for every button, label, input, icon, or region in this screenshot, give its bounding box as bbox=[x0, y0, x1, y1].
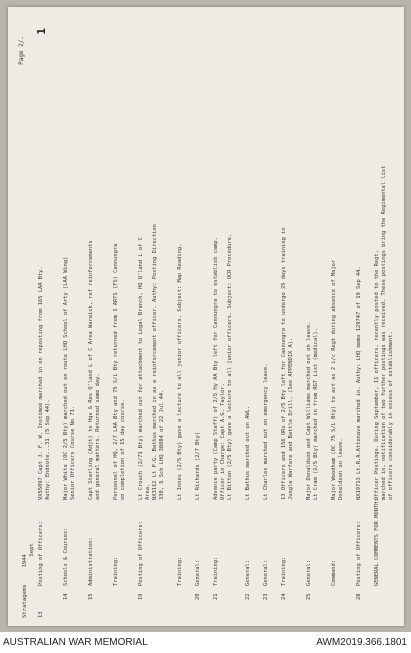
diary-entry bbox=[177, 244, 184, 618]
entry-line: Major White (OC 2/5 Bty) marched out en route LHQ School of Arty (LAA Wing) bbox=[63, 256, 69, 500]
entry-line: NX3112 Lt P.G. Bathus marched in as a reinforcement officer. Authy: Posting Direction bbox=[152, 224, 158, 500]
entry-line: 13 Officers and 156 ORs of 2/5 Bty left for Cannungra to undergo 25 days training in bbox=[281, 227, 287, 500]
entry-category: Schools & Courses: bbox=[63, 527, 69, 586]
entry-day: 20 bbox=[195, 593, 201, 600]
entry-day: 25 bbox=[306, 593, 312, 600]
footer-accession-number: AWM2019.366.1801 bbox=[316, 637, 407, 648]
entry-day: 14 bbox=[63, 593, 69, 600]
diary-entry bbox=[245, 406, 252, 618]
rotated-page-content bbox=[16, 18, 396, 618]
entry-line: Senior Officers Course No 71. bbox=[70, 405, 76, 500]
diary-entry bbox=[213, 234, 234, 618]
entry-line: Jungle Warfare and Battle Drill. (See APPENDIX A). bbox=[288, 337, 294, 500]
page-mark: 1 bbox=[35, 28, 48, 35]
diary-entry bbox=[88, 240, 102, 618]
entry-day: 22 bbox=[245, 593, 251, 600]
page-number: Page 2/. bbox=[18, 36, 25, 65]
footer-institution: AUSTRALIAN WAR MEMORIAL bbox=[3, 637, 148, 648]
entry-category: Posting of Officers: bbox=[38, 521, 44, 586]
entry-line: Lt Innes (2/5 Bty) gave a lecture to all junior officers. Subject: Map Reading. bbox=[177, 243, 183, 500]
entry-category: Command: bbox=[331, 560, 337, 586]
diary-entry bbox=[263, 364, 270, 618]
entry-line: Major Woodham (OC 75 S/L Bty) to act as 2 i/c Regt during absence of Major bbox=[331, 259, 337, 500]
diary-entry bbox=[281, 227, 295, 618]
diary-entry bbox=[306, 322, 320, 619]
header-title: Stratagems bbox=[22, 584, 28, 618]
entry-line: marched in, notification of two further postings was received. These postings bring the Regimental list bbox=[381, 165, 387, 500]
entry-day: 28 bbox=[356, 593, 362, 600]
entry-category: Training: bbox=[281, 556, 287, 586]
entry-line: Officer Postings. During September, 11 officers, recently posted to the Regt, bbox=[374, 250, 380, 500]
entry-line: Lt Cram (2/5 Bty) marched in from RGT List (medical). bbox=[313, 327, 319, 500]
header-year: 1944 bbox=[22, 554, 28, 568]
entry-day: 24 bbox=[281, 593, 287, 600]
entry-category: Posting of Officers: bbox=[356, 521, 362, 586]
diary-entry bbox=[356, 266, 363, 618]
diary-entry bbox=[138, 224, 166, 618]
entry-category: Training: bbox=[177, 556, 183, 586]
entry-line: on completion of 15 day course. bbox=[120, 399, 126, 500]
entry-line: Major Donaldson and Capt Williams marched out on leave. bbox=[306, 321, 312, 500]
entry-category: Administration: bbox=[88, 537, 94, 586]
footer-bar bbox=[0, 632, 411, 653]
entry-line: of officers considerably in excess of establishment. bbox=[388, 331, 394, 500]
entry-line: NX19713 Lt.R.A.Attenave marched in. Authy: LHQ memo 129747 of 19 Sep 44. bbox=[356, 266, 362, 500]
entry-line: Lt Charles marched out on emergency leave. bbox=[263, 363, 269, 500]
entry-line: Donaldson on leave. bbox=[338, 438, 344, 500]
diary-entry bbox=[374, 166, 395, 618]
diary-entry bbox=[38, 266, 52, 618]
entry-day: 19 bbox=[138, 593, 144, 600]
entry-category: General: bbox=[245, 560, 251, 586]
entry-line: Lt Bitton (2/5 Bty) gave a lecture to all junior officers. Subject: OCR Procedure. bbox=[227, 233, 233, 500]
entry-line: Capt Starling (Adjt) to Hqs & Res Q'land L of C Area Warwick, ref reinforcements bbox=[88, 240, 94, 500]
entry-category: Posting of Officers: bbox=[138, 521, 144, 586]
entry-day: 15 bbox=[88, 593, 94, 600]
entry-line: and general matters. Returned same day. bbox=[95, 373, 101, 500]
entry-category: General: bbox=[195, 560, 201, 586]
entry-category: Training: bbox=[113, 556, 119, 586]
diary-entry bbox=[113, 244, 127, 618]
document-page bbox=[8, 7, 404, 626]
entry-day: 21 bbox=[213, 593, 219, 600]
entry-line: VX55097 Capt J. F. W. Instimoè marched in on reposting from 165 LAA Bty. bbox=[38, 266, 44, 500]
entry-category: General: bbox=[263, 560, 269, 586]
entry-line: Area. bbox=[145, 483, 151, 500]
diary-entry bbox=[331, 260, 345, 618]
entry-date: 13 bbox=[38, 611, 44, 618]
document-header bbox=[22, 543, 36, 618]
entry-line: Authy: Endnote...31 (5 Sep 44). bbox=[45, 399, 51, 500]
entry-category: General: bbox=[306, 560, 312, 586]
entry-day: 23 bbox=[263, 593, 269, 600]
entry-line: Personnel of HQ, 2/7 LAA Bty and 75 S/L Bty returned from 1 ARTS (FS) Cannungra bbox=[113, 243, 119, 500]
entry-line: Lt Richards (2/7 Bty) bbox=[195, 431, 201, 500]
header-month: Sept bbox=[29, 543, 35, 557]
entry-line: Lt Bathus marched out on AWL. bbox=[245, 405, 251, 500]
entry-line: Lt Crouch (2/71 Bty) marched out for attachment to Legal Branch, HQ Q'land L of C bbox=[138, 237, 144, 500]
entry-category: Training: bbox=[213, 556, 219, 586]
entry-category: GENERAL COMMENTS FOR MONTH: bbox=[374, 498, 380, 586]
entry-line: Officer in Charge: Capt A.G. Taylor. bbox=[220, 383, 226, 500]
entry-line: Advance party (Camp Staff) of 2/5 Hy AA Bty left for Cannungra to establish camp. bbox=[213, 237, 219, 500]
entry-line: 330, 5 Sch LHQ 38084 of 22 Jul 44. bbox=[159, 389, 165, 500]
diary-entry bbox=[195, 432, 202, 618]
diary-entry bbox=[63, 257, 77, 618]
